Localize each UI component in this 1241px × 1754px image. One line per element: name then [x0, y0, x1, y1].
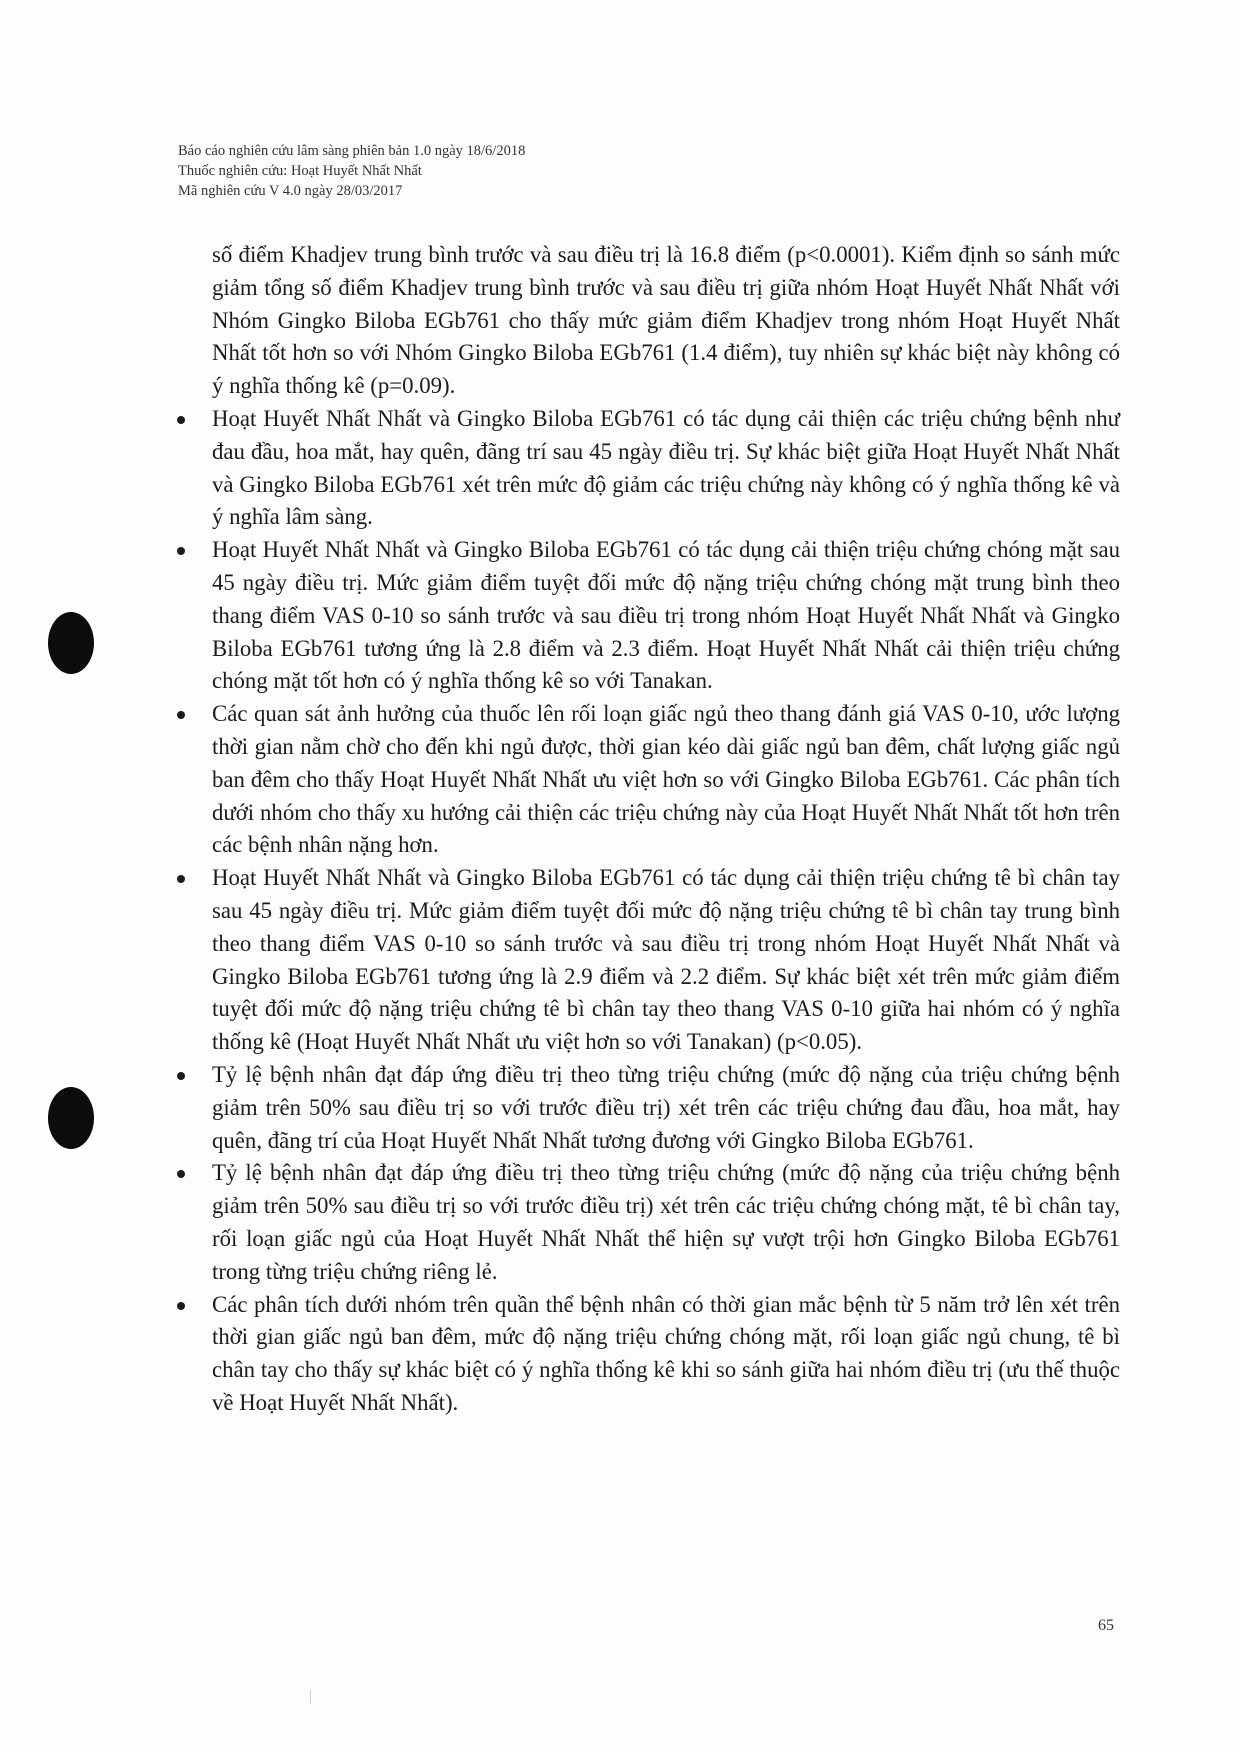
header-report-line: Báo cáo nghiên cứu lâm sàng phiên bản 1.0 ngày 18/6/2018: [178, 143, 526, 159]
bullet-icon: [177, 875, 185, 883]
list-item-text: Hoạt Huyết Nhất Nhất và Gingko Biloba EGb761 có tác dụng cải thiện triệu chứng chóng mặt sau 45 ngày điều trị. Mức giảm điểm tuyệt đối mức độ nặng triệu chứng chóng mặt trung bình theo thang điểm VAS 0-10 so sánh trước và sau điều trị trong nhóm Hoạt Huyết Nhất Nhất và Gingko Biloba EGb761 tương ứng là 2.8 điểm và 2.3 điểm. Hoạt Huyết Nhất Nhất cải thiện triệu chứng chóng mặt tốt hơn có ý nghĩa thống kê so với Tanakan.: [212, 537, 1120, 694]
list-item: [212, 1289, 1120, 1420]
list-item-text: Tỷ lệ bệnh nhân đạt đáp ứng điều trị theo từng triệu chứng (mức độ nặng của triệu chứng bệnh giảm trên 50% sau điều trị so với trước điều trị) xét trên các triệu chứng chóng mặt, tê bì chân tay, rối loạn giấc ngủ của Hoạt Huyết Nhất Nhất thể hiện sự vượt trội hơn Gingko Biloba EGb761 trong từng triệu chứng riêng lẻ.: [212, 1160, 1120, 1284]
findings-list: [212, 403, 1120, 1420]
header-drug-line: Thuốc nghiên cứu: Hoạt Huyết Nhất Nhất: [178, 163, 422, 179]
list-item: [212, 1157, 1120, 1288]
list-item: [212, 403, 1120, 534]
bullet-icon: [177, 1170, 185, 1178]
list-item-text: Tỷ lệ bệnh nhân đạt đáp ứng điều trị theo từng triệu chứng (mức độ nặng của triệu chứng bệnh giảm trên 50% sau điều trị so với trước điều trị) xét trên các triệu chứng đau đầu, hoa mắt, hay quên, đãng trí của Hoạt Huyết Nhất Nhất tương đương với Gingko Biloba EGb761.: [212, 1061, 1120, 1153]
bullet-icon: [177, 1302, 185, 1310]
bullet-icon: [177, 1072, 185, 1080]
bullet-icon: [177, 711, 185, 719]
bullet-icon: [177, 416, 185, 424]
page-number: 65: [1098, 1617, 1114, 1634]
punch-hole: [48, 1087, 94, 1149]
list-item-text: Các quan sát ảnh hưởng của thuốc lên rối loạn giấc ngủ theo thang đánh giá VAS 0-10, ước lượng thời gian nằm chờ cho đến khi ngủ được, thời gian kéo dài giấc ngủ ban đêm, chất lượng giấc ngủ ban đêm cho thấy Hoạt Huyết Nhất Nhất ưu việt hơn so với Gingko Biloba EGb761. Các phân tích dưới nhóm cho thấy xu hướng cải thiện các triệu chứng này của Hoạt Huyết Nhất Nhất tốt hơn trên các bệnh nhân nặng hơn.: [212, 701, 1120, 858]
list-item-text: Hoạt Huyết Nhất Nhất và Gingko Biloba EGb761 có tác dụng cải thiện triệu chứng tê bì chân tay sau 45 ngày điều trị. Mức giảm điểm tuyệt đối mức độ nặng triệu chứng tê bì chân tay trung bình theo thang điểm VAS 0-10 so sánh trước và sau điều trị trong nhóm Hoạt Huyết Nhất Nhất và Gingko Biloba EGb761 tương ứng là 2.9 điểm và 2.2 điểm. Sự khác biệt xét trên mức giảm điểm tuyệt đối mức độ nặng triệu chứng tê bì chân tay theo thang VAS 0-10 giữa hai nhóm có ý nghĩa thống kê (Hoạt Huyết Nhất Nhất ưu việt hơn so với Tanakan) (p<0.05).: [212, 865, 1120, 1055]
list-item: [212, 534, 1120, 698]
list-item: [212, 1059, 1120, 1157]
list-item: [212, 698, 1120, 862]
list-item: [212, 862, 1120, 1059]
intro-paragraph: số điểm Khadjev trung bình trước và sau điều trị là 16.8 điểm (p<0.0001). Kiểm định so sánh mức giảm tổng số điểm Khadjev trung bình trước và sau điều trị giữa nhóm Hoạt Huyết Nhất Nhất với Nhóm Gingko Biloba EGb761 cho thấy mức giảm điểm Khadjev trong nhóm Hoạt Huyết Nhất Nhất tốt hơn so với Nhóm Gingko Biloba EGb761 (1.4 điểm), tuy nhiên sự khác biệt này không có ý nghĩa thống kê (p=0.09).: [212, 242, 1120, 399]
bullet-icon: [177, 547, 185, 555]
document-header: [178, 141, 525, 201]
header-study-code-line: Mã nghiên cứu V 4.0 ngày 28/03/2017: [178, 183, 403, 199]
punch-hole: [48, 612, 94, 674]
list-item-text: Các phân tích dưới nhóm trên quần thể bệnh nhân có thời gian mắc bệnh từ 5 năm trở lên xét trên thời gian giấc ngủ ban đêm, mức độ nặng triệu chứng chóng mặt, rối loạn giấc ngủ chung, tê bì chân tay cho thấy sự khác biệt có ý nghĩa thống kê khi so sánh giữa hai nhóm điều trị (ưu thế thuộc về Hoạt Huyết Nhất Nhất).: [212, 1291, 1120, 1415]
page-body: [212, 239, 1120, 1420]
list-item-text: Hoạt Huyết Nhất Nhất và Gingko Biloba EGb761 có tác dụng cải thiện các triệu chứng bệnh như đau đầu, hoa mắt, hay quên, đãng trí sau 45 ngày điều trị. Sự khác biệt giữa Hoạt Huyết Nhất Nhất và Gingko Biloba EGb761 xét trên mức độ giảm các triệu chứng này không có ý nghĩa thống kê và ý nghĩa lâm sàng.: [212, 405, 1120, 530]
scan-speck: [310, 1690, 311, 1704]
